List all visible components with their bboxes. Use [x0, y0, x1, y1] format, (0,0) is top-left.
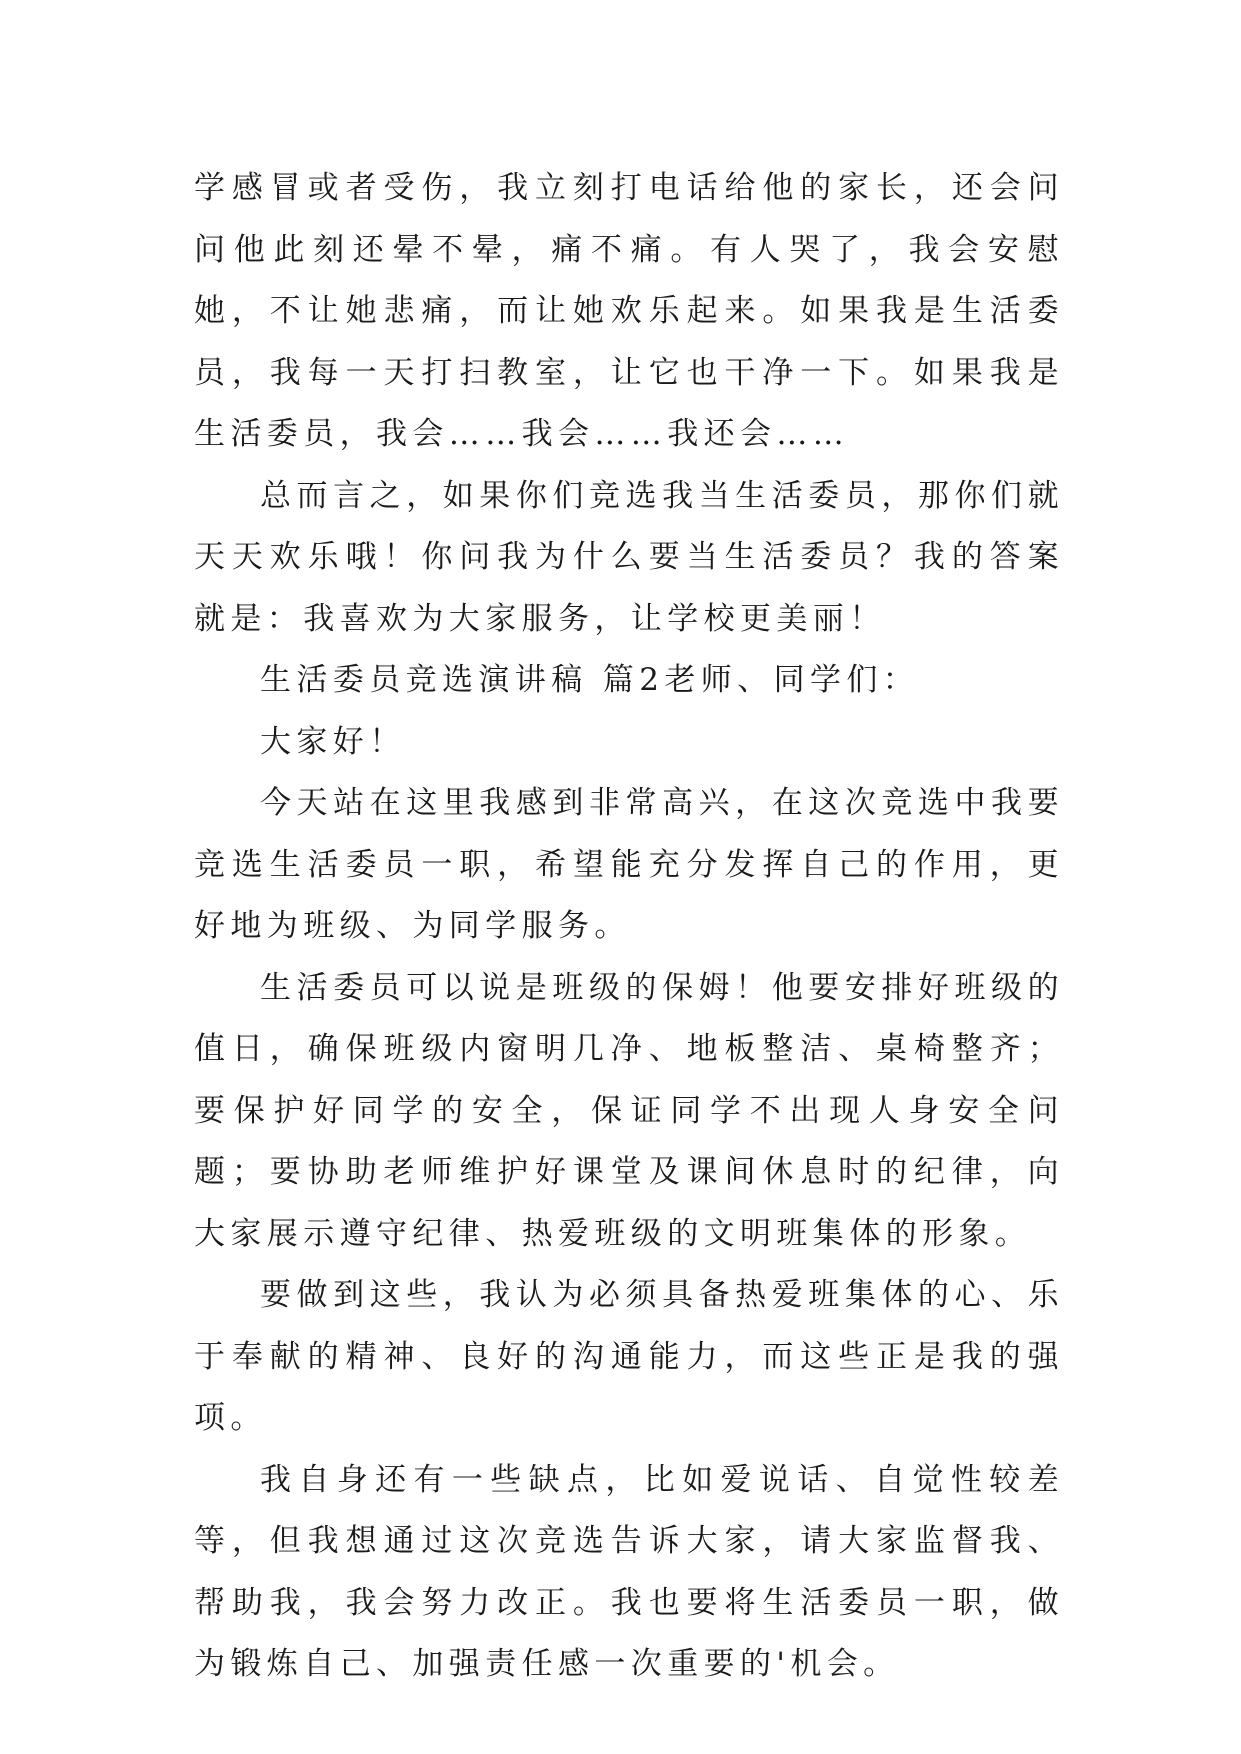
paragraph-6: 生活委员可以说是班级的保姆！他要安排好班级的值日，确保班级内窗明几净、地板整洁、桌椅整齐；要保护好同学的安全，保证同学不出现人身安全问题；要协助老师维护好课堂及课间休息时的纪律，向大家展示遵守纪律、热爱班级的文明班集体的形象。 [194, 969, 1064, 1252]
paragraph-5: 今天站在这里我感到非常高兴，在这次竞选中我要竞选生活委员一职，希望能充分发挥自己的作用，更好地为班级、为同学服务。 [194, 785, 1064, 944]
paragraph-8: 我自身还有一些缺点，比如爱说话、自觉性较差等，但我想通过这次竞选告诉大家，请大家监督我、帮助我，我会努力改正。我也要将生活委员一职，做为锻炼自己、加强责任感一次重要的'机会。 [194, 1461, 1064, 1682]
paragraph-2: 总而言之，如果你们竞选我当生活委员，那你们就天天欢乐哦！你问我为什么要当生活委员？我的答案就是：我喜欢为大家服务，让学校更美丽！ [194, 477, 1064, 637]
document-body [194, 158, 1064, 1696]
greeting: 大家好！ [260, 723, 406, 760]
paragraph-7: 要做到这些，我认为必须具备热爱班集体的心、乐于奉献的精神、良好的沟通能力，而这些正是我的强项。 [194, 1277, 1064, 1436]
section-heading: 生活委员竞选演讲稿 篇2老师、同学们： [260, 662, 920, 698]
paragraph-1: 学感冒或者受伤，我立刻打电话给他的家长，还会问问他此刻还晕不晕，痛不痛。有人哭了，我会安慰她，不让她悲痛，而让她欢乐起来。如果我是生活委员，我每一天打扫教室，让它也干净一下。如果我是生活委员，我会……我会……我还会…… [194, 170, 1064, 452]
